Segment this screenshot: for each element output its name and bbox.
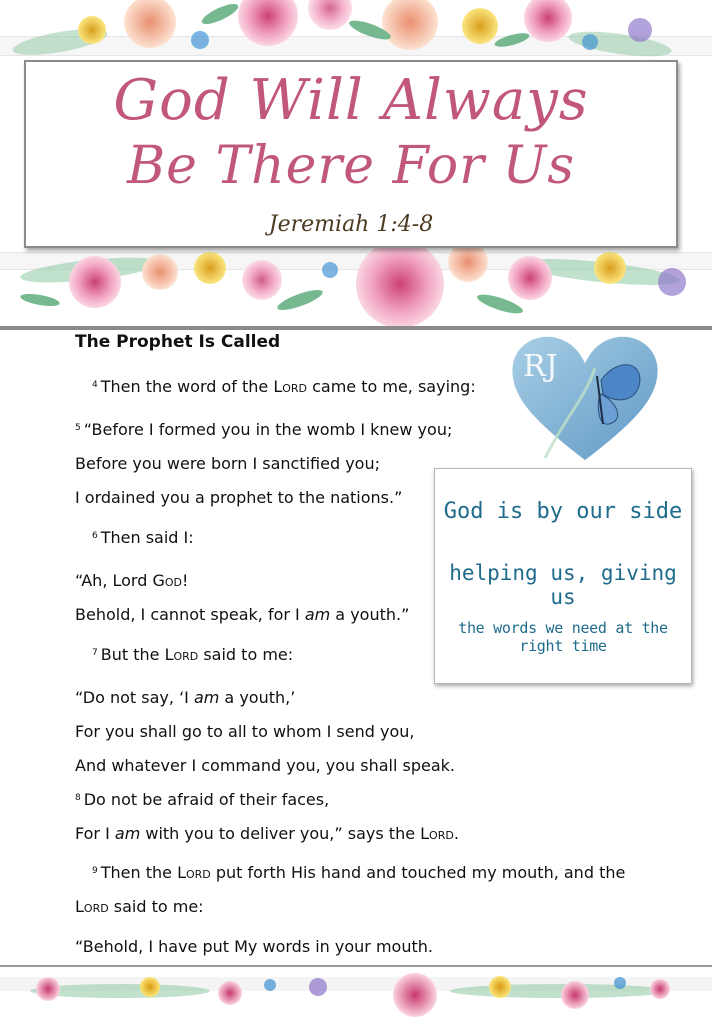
verse-number: 9 [92,866,98,876]
verse-number: 4 [92,380,98,390]
verse-text: with you to deliver you,” says the [140,824,421,843]
verse-5-line-3: I ordained you a prophet to the nations.” [75,488,403,507]
verse-number: 6 [92,531,98,541]
verse-text: said to me: [198,645,294,664]
footer-floral-band [0,965,712,1024]
verse-text: “Before I formed you in the womb I knew you; [83,420,453,439]
verse-9-line-2 [75,897,204,916]
verse-text: Then said I: [100,528,194,547]
verse-number: 5 [75,423,81,433]
verse-text: Behold, I cannot speak, for I [75,605,305,624]
verse-6-line-2 [75,571,188,590]
footer-divider [0,965,712,967]
verse-9-line-1 [92,863,625,882]
heart-graphic [505,328,665,468]
header-banner [0,0,712,330]
verse-number: 8 [75,793,81,803]
section-heading: The Prophet Is Called [75,332,281,352]
verse-7-line-3: For you shall go to all to whom I send you, [75,722,415,741]
lord-smallcaps: Lord [177,863,211,882]
verse-7-line-2 [75,688,295,707]
scripture-reference: Jeremiah 1:4-8 [268,212,434,237]
verse-text: “Do not say, ‘I [75,688,194,707]
lord-smallcaps: Lord [420,824,454,843]
verse-4 [92,377,476,396]
verse-text: a youth.” [330,605,410,624]
title-line-1: God Will Always [113,68,589,133]
verse-text: came to me, saying: [307,377,476,396]
verse-text: “Ah, Lord [75,571,153,590]
title-card [24,60,678,248]
verse-text: For I [75,824,115,843]
verse-9-line-3: “Behold, I have put My words in your mouth. [75,937,433,956]
verse-5-line-1 [75,420,452,439]
verse-text: ! [181,571,189,590]
title-line-2: Be There For Us [126,136,576,196]
verse-8-line-1 [75,790,329,809]
lord-smallcaps: Lord [75,897,109,916]
verse-text: said to me: [108,897,204,916]
quote-line-2: helping us, giving us [449,561,677,609]
verse-text: Do not be afraid of their faces, [83,790,330,809]
verse-text: But the [100,645,165,664]
italic-word: am [193,688,220,707]
italic-word: am [114,824,141,843]
quote-line-3: the words we need at the right time [458,619,668,655]
verse-text: Then the word of the [100,377,274,396]
verse-5-line-2: Before you were born I sanctified you; [75,454,380,473]
lord-smallcaps: Lord [273,377,308,396]
verse-6-line-1 [92,528,194,547]
heart-initials: RJ [523,349,558,384]
quote-line-1: God is by our side [443,499,683,524]
verse-text: . [453,824,459,843]
footer-floral-decoration [0,965,712,1024]
quote-card [434,468,692,684]
verse-7-line-4: And whatever I command you, you shall speak. [75,756,456,775]
verse-number: 7 [92,648,98,658]
verse-text: a youth,’ [219,688,296,707]
verse-text: put forth His hand and touched my mouth, and the [210,863,626,882]
verse-text: Then the [100,863,178,882]
italic-word: am [304,605,331,624]
god-smallcaps: God [152,571,182,590]
verse-7-line-1 [92,645,293,664]
verse-6-line-3 [75,605,409,624]
verse-8-line-2 [75,824,459,843]
lord-smallcaps: Lord [164,645,199,664]
